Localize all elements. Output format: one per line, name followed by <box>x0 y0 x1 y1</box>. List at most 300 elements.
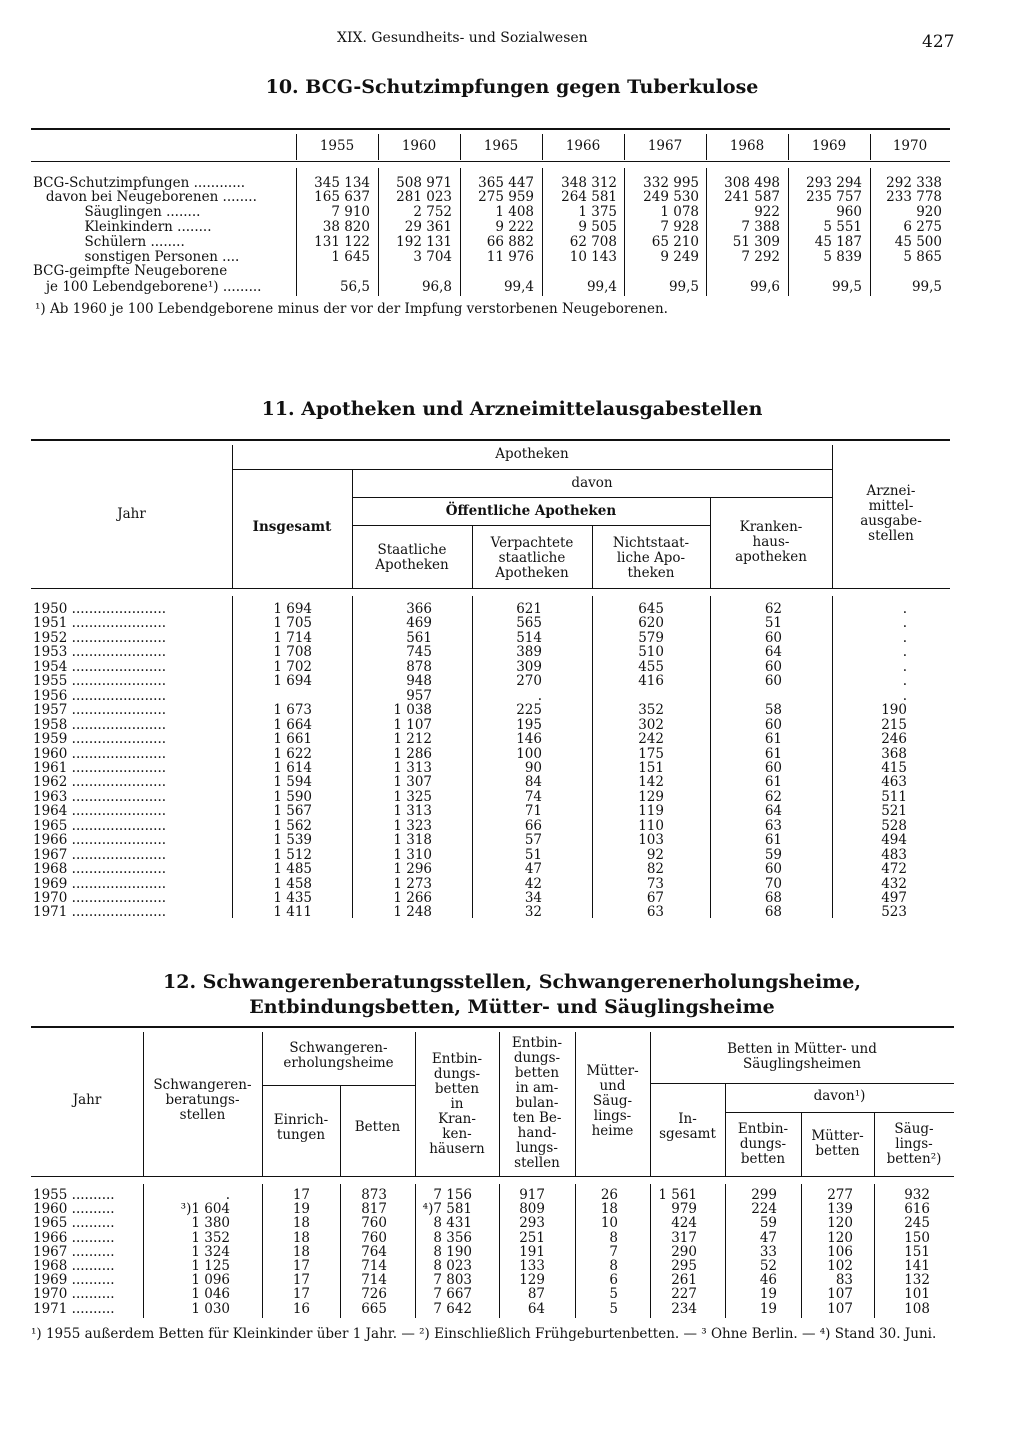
value-cell: 61 <box>764 731 782 748</box>
table10-top-rule <box>31 128 950 130</box>
value-cell: 66 882 <box>486 234 534 250</box>
year-value: 1951 <box>33 615 68 632</box>
value-cell: 1 664 <box>273 716 312 733</box>
year-value: 1968 <box>33 1258 68 1274</box>
year-label: 1967 .......... <box>33 1243 115 1260</box>
year-label: 1966 ...................... <box>33 832 167 849</box>
year-label: 1970 ...................... <box>33 890 167 906</box>
value-cell: 1 411 <box>273 904 312 921</box>
value-cell: 99,5 <box>831 279 862 295</box>
value-cell: 1 614 <box>273 759 312 776</box>
value-cell: 45 187 <box>814 234 862 250</box>
value-cell: 270 <box>516 673 542 690</box>
value-cell: 1 694 <box>273 601 312 617</box>
value-cell: 133 <box>519 1258 545 1274</box>
year-label: 1962 ...................... <box>33 774 167 791</box>
year-label: 1959 ...................... <box>33 731 167 748</box>
value-cell: 1 325 <box>393 788 432 805</box>
value-cell: 8 190 <box>433 1243 472 1260</box>
year-label: 1955 .......... <box>33 1187 115 1203</box>
value-cell: 1 539 <box>273 832 312 849</box>
value-cell: 760 <box>361 1229 387 1246</box>
value-cell: 521 <box>881 803 907 820</box>
year-value: 1961 <box>33 759 68 776</box>
value-cell: 102 <box>827 1258 853 1274</box>
value-cell: 65 210 <box>651 234 699 250</box>
value-cell: 264 581 <box>561 189 617 205</box>
value-cell: 60 <box>764 716 782 733</box>
value-cell: 1 296 <box>393 861 432 878</box>
nichtstaatliche-header: Nichtstaat- liche Apo- theken <box>612 535 690 581</box>
value-cell: 47 <box>759 1229 777 1246</box>
value-cell: 932 <box>904 1187 930 1203</box>
value-cell: 1 694 <box>273 673 312 690</box>
value-cell: 1 286 <box>393 745 432 762</box>
value-cell: 70 <box>764 875 782 892</box>
value-cell: 106 <box>827 1243 853 1260</box>
year-value: 1971 <box>33 904 68 921</box>
value-cell: 107 <box>827 1300 853 1317</box>
value-cell: 1 324 <box>191 1243 230 1260</box>
betten-ms-rule <box>650 1083 954 1084</box>
betten-ms-header: Betten in Mütter- und Säuglingsheimen <box>727 1041 877 1072</box>
value-cell: 215 <box>881 716 907 733</box>
value-cell: 469 <box>406 615 432 632</box>
table12-top-rule <box>31 1026 954 1028</box>
value-cell: 317 <box>671 1229 697 1246</box>
value-cell: 90 <box>524 759 542 776</box>
value-cell: ³)1 604 <box>180 1201 230 1218</box>
year-value: 1966 <box>33 1229 68 1246</box>
value-cell: 714 <box>361 1272 387 1289</box>
year-value: 1969 <box>33 1272 68 1289</box>
value-cell: 873 <box>361 1187 387 1203</box>
value-cell: 191 <box>519 1243 545 1260</box>
value-cell: 1 307 <box>393 774 432 791</box>
value-cell: 62 708 <box>569 234 617 250</box>
value-cell: 8 356 <box>433 1229 472 1246</box>
value-cell: 19 <box>759 1300 777 1317</box>
value-cell: 620 <box>638 615 664 632</box>
value-cell: 9 505 <box>578 219 617 235</box>
value-cell: 6 <box>609 1272 618 1289</box>
value-cell: 139 <box>827 1201 853 1218</box>
value-cell: 150 <box>904 1229 930 1246</box>
year-value: 1970 <box>33 890 68 906</box>
value-cell: 510 <box>638 644 664 661</box>
value-cell: 809 <box>519 1201 545 1218</box>
year-label: 1958 ...................... <box>33 716 167 733</box>
value-cell: 1 046 <box>191 1286 230 1303</box>
value-cell: 7 667 <box>433 1286 472 1303</box>
year-label: 1963 ...................... <box>33 788 167 805</box>
table10-footnote: ¹) Ab 1960 je 100 Lebendgeborene minus der vor der Impfung verstorbenen Neugeborenen. <box>35 301 668 317</box>
value-cell: 415 <box>881 759 907 776</box>
oeffentliche-header: Öffentliche Apotheken <box>445 503 617 519</box>
value-cell: 348 312 <box>561 175 617 191</box>
value-cell: 1 030 <box>191 1300 230 1317</box>
year-value: 1957 <box>33 702 68 719</box>
muetter-heime-header: Mütter- und Säug- lings- heime <box>586 1063 639 1139</box>
jahr-divider <box>232 445 233 588</box>
value-cell: 9 249 <box>660 249 699 265</box>
year-header-1966: 1966 <box>565 138 601 154</box>
year-value: 1960 <box>33 1201 68 1218</box>
value-cell: 1 078 <box>660 204 699 220</box>
value-cell: 64 <box>527 1300 545 1317</box>
value-cell: 922 <box>754 204 780 220</box>
year-header-1968: 1968 <box>729 138 765 154</box>
value-cell: 1 622 <box>273 745 312 762</box>
value-cell: 1 567 <box>273 803 312 820</box>
value-cell: . <box>902 629 907 646</box>
value-cell: 1 708 <box>273 644 312 661</box>
year-value: 1970 <box>33 1286 68 1303</box>
value-cell: 309 <box>516 658 542 675</box>
table12-footnote: ¹) 1955 außerdem Betten für Kleinkinder über 1 Jahr. — ²) Einschließlich Frühgeburtenbetten. — ³ Ohne Berlin. — ⁴) Stand 30. Juni. <box>31 1326 937 1342</box>
value-cell: 472 <box>881 861 907 878</box>
value-cell: 42 <box>524 875 542 892</box>
value-cell: 141 <box>904 1258 930 1274</box>
value-cell: 241 587 <box>724 189 780 205</box>
table11-top-rule <box>31 439 950 441</box>
year-label: 1966 .......... <box>33 1229 115 1246</box>
table12-head-rule <box>31 1176 954 1177</box>
jahr-header: Jahr <box>117 506 146 522</box>
value-cell: 59 <box>759 1215 777 1232</box>
year-label: 1968 ...................... <box>33 861 167 878</box>
value-cell: 497 <box>881 890 907 906</box>
value-cell: 34 <box>524 890 542 906</box>
value-cell: 463 <box>881 774 907 791</box>
value-cell: 10 <box>600 1215 618 1232</box>
value-cell: 132 <box>904 1272 930 1289</box>
value-cell: 561 <box>406 629 432 646</box>
davon-header: davon <box>571 475 613 491</box>
value-cell: 365 447 <box>478 175 534 191</box>
value-cell: 7 910 <box>331 204 370 220</box>
value-cell: 345 134 <box>314 175 370 191</box>
apotheken-rule <box>232 469 832 470</box>
value-cell: 16 <box>292 1300 310 1317</box>
year-value: 1962 <box>33 774 68 791</box>
value-cell: 32 <box>524 904 542 921</box>
value-cell: . <box>537 687 542 704</box>
value-cell: 52 <box>759 1258 777 1274</box>
value-cell: 233 778 <box>886 189 942 205</box>
value-cell: 332 995 <box>643 175 699 191</box>
year-label: 1968 .......... <box>33 1258 115 1274</box>
year-value: 1965 <box>33 1215 68 1232</box>
insgesamt-header: In- sgesamt <box>659 1111 716 1142</box>
year-value: 1965 <box>33 817 68 834</box>
year-value: 1971 <box>33 1300 68 1317</box>
arznei-header: Arznei- mittel- ausgabe- stellen <box>860 483 922 544</box>
value-cell: 424 <box>671 1215 697 1232</box>
table11-head-rule <box>31 588 950 589</box>
value-cell: 7 928 <box>660 219 699 235</box>
year-label: 1956 ...................... <box>33 687 167 704</box>
value-cell: 99,4 <box>503 279 534 295</box>
staatliche-header: Staatliche Apotheken <box>375 542 449 573</box>
value-cell: 1 313 <box>393 803 432 820</box>
value-cell: 224 <box>751 1201 777 1218</box>
value-cell: 1 435 <box>273 890 312 906</box>
value-cell: 227 <box>671 1286 697 1303</box>
year-label: 1970 .......... <box>33 1286 115 1303</box>
value-cell: . <box>902 615 907 632</box>
value-cell: 17 <box>292 1187 310 1203</box>
entb-betten-header: Entbin- dungs- betten <box>737 1121 789 1167</box>
value-cell: 511 <box>881 788 907 805</box>
value-cell: 18 <box>292 1229 310 1246</box>
value-cell: 290 <box>671 1243 697 1260</box>
value-cell: 60 <box>764 673 782 690</box>
year-value: 1950 <box>33 601 68 617</box>
section-title: XIX. Gesundheits- und Sozialwesen <box>337 30 588 46</box>
value-cell: 1 273 <box>393 875 432 892</box>
value-cell: 10 143 <box>569 249 617 265</box>
value-cell: 8 <box>609 1229 618 1246</box>
value-cell: 5 551 <box>823 219 862 235</box>
value-cell: 68 <box>764 890 782 906</box>
value-cell: 17 <box>292 1286 310 1303</box>
value-cell: 87 <box>527 1286 545 1303</box>
value-cell: 8 431 <box>433 1215 472 1232</box>
value-cell: 760 <box>361 1215 387 1232</box>
value-cell: 957 <box>406 687 432 704</box>
davon-rule <box>352 497 832 498</box>
year-value: 1956 <box>33 687 68 704</box>
value-cell: 63 <box>764 817 782 834</box>
year-header-1970: 1970 <box>892 138 928 154</box>
value-cell: 99,4 <box>586 279 617 295</box>
value-cell: 99,6 <box>749 279 780 295</box>
value-cell: 621 <box>516 601 542 617</box>
value-cell: 17 <box>292 1272 310 1289</box>
value-cell: 251 <box>519 1229 545 1246</box>
year-header-1960: 1960 <box>401 138 437 154</box>
year-header-1965: 1965 <box>483 138 519 154</box>
year-header-1955: 1955 <box>319 138 355 154</box>
value-cell: 817 <box>361 1201 387 1218</box>
value-cell: 60 <box>764 861 782 878</box>
value-cell: 878 <box>406 658 432 675</box>
year-label: 1952 ...................... <box>33 629 167 646</box>
page-number: 427 <box>922 32 955 52</box>
value-cell: 1 562 <box>273 817 312 834</box>
value-cell: 60 <box>764 759 782 776</box>
year-label: 1957 ...................... <box>33 702 167 719</box>
value-cell: 6 275 <box>903 219 942 235</box>
oeffentliche-rule <box>352 525 710 526</box>
value-cell: 101 <box>904 1286 930 1303</box>
value-cell: 58 <box>764 702 782 719</box>
value-cell: 46 <box>759 1272 777 1289</box>
year-label: 1969 ...................... <box>33 875 167 892</box>
value-cell: 61 <box>764 832 782 849</box>
davon-rule <box>725 1112 954 1113</box>
value-cell: 96,8 <box>421 279 452 295</box>
table11-title: 11. Apotheken und Arzneimittelausgabestellen <box>261 398 763 420</box>
value-cell: 18 <box>292 1243 310 1260</box>
year-label: 1961 ...................... <box>33 759 167 776</box>
value-cell: 960 <box>836 204 862 220</box>
value-cell: 1 590 <box>273 788 312 805</box>
value-cell: 11 976 <box>486 249 534 265</box>
value-cell: 8 023 <box>433 1258 472 1274</box>
value-cell: 948 <box>406 673 432 690</box>
value-cell: 83 <box>835 1272 853 1289</box>
year-value: 1952 <box>33 629 68 646</box>
value-cell: 917 <box>519 1187 545 1203</box>
year-value: 1958 <box>33 716 68 733</box>
value-cell: 1 318 <box>393 832 432 849</box>
value-cell: 47 <box>524 861 542 878</box>
value-cell: 1 485 <box>273 861 312 878</box>
row-label: BCG-geimpfte Neugeborene <box>33 263 228 279</box>
table12-title-line1: 12. Schwangerenberatungsstellen, Schwangerenerholungsheime, <box>163 971 861 993</box>
value-cell: 1 266 <box>393 890 432 906</box>
value-cell: 245 <box>904 1215 930 1232</box>
value-cell: 979 <box>671 1201 697 1218</box>
value-cell: 249 530 <box>643 189 699 205</box>
year-label: 1967 ...................... <box>33 846 167 863</box>
value-cell: 242 <box>638 731 664 748</box>
value-cell: 17 <box>292 1258 310 1274</box>
value-cell: 1 125 <box>191 1258 230 1274</box>
value-cell: 1 714 <box>273 629 312 646</box>
value-cell: 5 839 <box>823 249 862 265</box>
year-label: 1969 .......... <box>33 1272 115 1289</box>
davon-header: davon¹) <box>813 1088 866 1104</box>
value-cell: 64 <box>764 644 782 661</box>
value-cell: 99,5 <box>668 279 699 295</box>
value-cell: 92 <box>646 846 664 863</box>
value-cell: 67 <box>646 890 664 906</box>
value-cell: 293 <box>519 1215 545 1232</box>
year-value: 1963 <box>33 788 68 805</box>
value-cell: 1 512 <box>273 846 312 863</box>
value-cell: 275 959 <box>478 189 534 205</box>
value-cell: 665 <box>361 1300 387 1317</box>
value-cell: 1 408 <box>495 204 534 220</box>
value-cell: 508 971 <box>396 175 452 191</box>
value-cell: 45 500 <box>894 234 942 250</box>
value-cell: 146 <box>516 731 542 748</box>
value-cell: 234 <box>671 1300 697 1317</box>
value-cell: 33 <box>759 1243 777 1260</box>
erholung-header: Schwangeren- erholungsheime <box>283 1040 394 1071</box>
value-cell: 1 248 <box>393 904 432 921</box>
table12-title-line2: Entbindungsbetten, Mütter- und Säuglingsheime <box>249 996 775 1018</box>
value-cell: 71 <box>524 803 542 820</box>
value-cell: 416 <box>638 673 664 690</box>
value-cell: 616 <box>904 1201 930 1218</box>
value-cell: 1 038 <box>393 702 432 719</box>
value-cell: 18 <box>292 1215 310 1232</box>
row-label: Kleinkindern ........ <box>33 219 212 235</box>
value-cell: 352 <box>638 702 664 719</box>
value-cell: 68 <box>764 904 782 921</box>
value-cell: 129 <box>638 788 664 805</box>
value-cell: 26 <box>600 1187 618 1203</box>
year-value: 1967 <box>33 1243 68 1260</box>
value-cell: 1 702 <box>273 658 312 675</box>
year-label: 1965 ...................... <box>33 817 167 834</box>
value-cell: 57 <box>524 832 542 849</box>
value-cell: 764 <box>361 1243 387 1260</box>
value-cell: 103 <box>638 832 664 849</box>
value-cell: 151 <box>904 1243 930 1260</box>
year-label: 1955 ...................... <box>33 673 167 690</box>
value-cell: 368 <box>881 745 907 762</box>
verpachtete-header: Verpachtete staatliche Apotheken <box>490 535 574 581</box>
value-cell: 66 <box>524 817 542 834</box>
year-label: 1951 ...................... <box>33 615 167 632</box>
value-cell: 108 <box>904 1300 930 1317</box>
betten-header: Betten <box>354 1119 401 1135</box>
value-cell: 5 <box>609 1300 618 1317</box>
year-label: 1964 ...................... <box>33 803 167 820</box>
table10-title: 10. BCG-Schutzimpfungen gegen Tuberkulose <box>265 76 759 98</box>
value-cell: 455 <box>638 658 664 675</box>
value-cell: 5 <box>609 1286 618 1303</box>
value-cell: 2 752 <box>413 204 452 220</box>
value-cell: 293 294 <box>806 175 862 191</box>
value-cell: 1 212 <box>393 731 432 748</box>
value-cell: 7 156 <box>433 1187 472 1203</box>
value-cell: 1 673 <box>273 702 312 719</box>
year-header-1969: 1969 <box>811 138 847 154</box>
value-cell: 295 <box>671 1258 697 1274</box>
saeuglings-betten-header: Säug- lings- betten²) <box>886 1121 942 1167</box>
value-cell: 1 661 <box>273 731 312 748</box>
year-label: 1960 .......... <box>33 1201 115 1218</box>
value-cell: 175 <box>638 745 664 762</box>
value-cell: 745 <box>406 644 432 661</box>
year-label: 1960 ...................... <box>33 745 167 762</box>
value-cell: 8 <box>609 1258 618 1274</box>
row-label: Säuglingen ........ <box>33 204 201 220</box>
value-cell: . <box>902 658 907 675</box>
value-cell: 714 <box>361 1258 387 1274</box>
value-cell: 579 <box>638 629 664 646</box>
value-cell: 366 <box>406 601 432 617</box>
value-cell: 100 <box>516 745 542 762</box>
value-cell: 308 498 <box>724 175 780 191</box>
value-cell: 1 645 <box>331 249 370 265</box>
value-cell: 110 <box>638 817 664 834</box>
year-value: 1967 <box>33 846 68 863</box>
value-cell: 99,5 <box>911 279 942 295</box>
value-cell: 107 <box>827 1286 853 1303</box>
table10-head-rule <box>31 161 950 162</box>
value-cell: 1 380 <box>191 1215 230 1232</box>
erholung-rule <box>262 1085 415 1086</box>
value-cell: 18 <box>600 1201 618 1218</box>
value-cell: 1 705 <box>273 615 312 632</box>
value-cell: . <box>902 601 907 617</box>
insgesamt-header: Insgesamt <box>252 519 332 535</box>
value-cell: 726 <box>361 1286 387 1303</box>
value-cell: 292 338 <box>886 175 942 191</box>
value-cell: 1 458 <box>273 875 312 892</box>
value-cell: . <box>902 644 907 661</box>
value-cell: 389 <box>516 644 542 661</box>
value-cell: 29 361 <box>404 219 452 235</box>
value-cell: 61 <box>764 745 782 762</box>
